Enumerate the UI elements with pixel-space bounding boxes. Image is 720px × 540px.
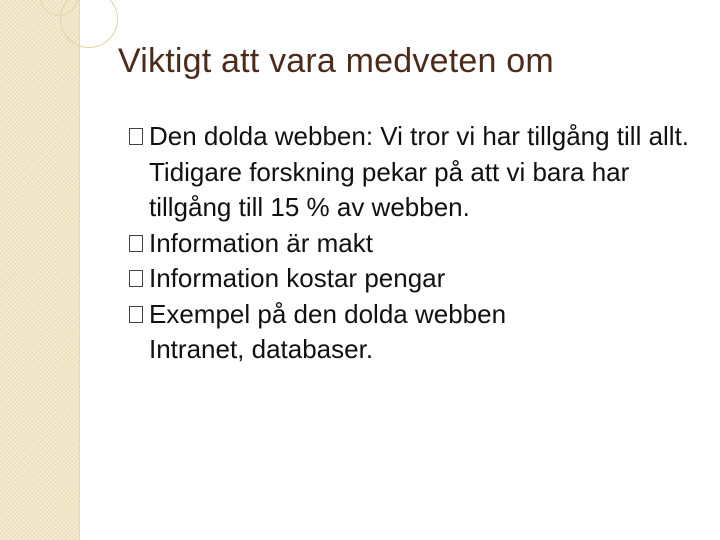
bullet-item bbox=[127, 119, 697, 226]
bullet-box-icon bbox=[129, 306, 143, 323]
bullet-box-icon bbox=[129, 128, 143, 145]
bullet-box-icon bbox=[129, 270, 143, 287]
bullet-text: Den dolda webben: Vi tror vi har tillgång till allt. Tidigare forskning pekar på att vi bara har tillgång till 15 % av webben. bbox=[149, 121, 690, 222]
bullet-item bbox=[127, 226, 697, 262]
bullet-item bbox=[127, 297, 697, 333]
bullet-box-icon bbox=[129, 235, 143, 252]
decorative-side-band bbox=[0, 0, 80, 540]
slide-title: Viktigt att vara medveten om bbox=[118, 42, 554, 80]
bullet-text: Information kostar pengar bbox=[149, 263, 446, 293]
bullet-list bbox=[127, 119, 697, 368]
bullet-item bbox=[127, 261, 697, 297]
bullet-text: Information är makt bbox=[149, 227, 373, 258]
bullet-text: Exempel på den dolda webben bbox=[149, 298, 507, 329]
bullet-continuation: Intranet, databaser. bbox=[149, 334, 374, 364]
